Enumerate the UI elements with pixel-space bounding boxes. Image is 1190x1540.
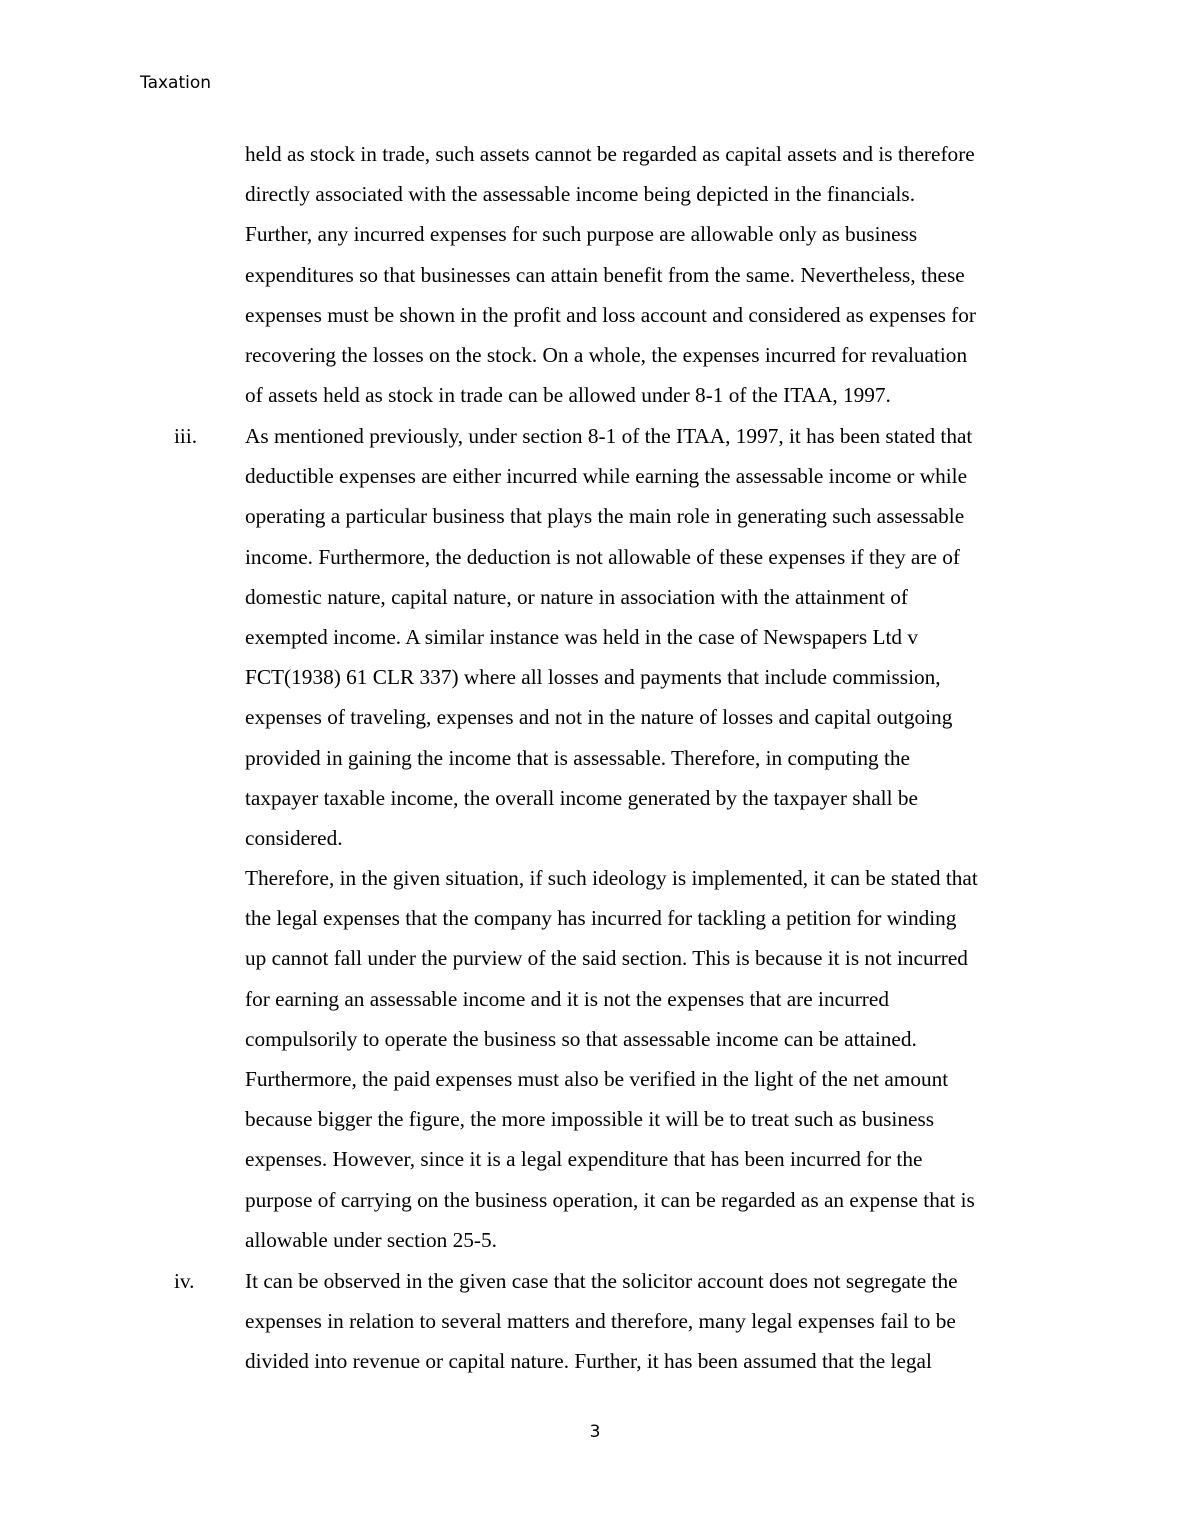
list-item-iii (245, 416, 1065, 858)
paragraph-therefore (245, 858, 1065, 1260)
list-marker-iv: iv. (174, 1269, 195, 1293)
text-line: FCT(1938) 61 CLR 337) where all losses and payments that include commission, (245, 665, 941, 690)
text-line: Furthermore, the paid expenses must also be verified in the light of the net amount (245, 1067, 949, 1092)
text-line: expenses in relation to several matters and therefore, many legal expenses fail to be (245, 1309, 956, 1334)
text-line: expenses must be shown in the profit and loss account and considered as expenses for (245, 302, 977, 327)
text-line: recovering the losses on the stock. On a whole, the expenses incurred for revaluation (245, 343, 968, 368)
text-line: exempted income. A similar instance was held in the case of Newspapers Ltd v (245, 625, 919, 650)
text-line: It can be observed in the given case that the solicitor account does not segregate the (245, 1269, 958, 1293)
text-line: of assets held as stock in trade can be allowed under 8-1 of the ITAA, 1997. (245, 383, 891, 408)
text-line: income. Furthermore, the deduction is not allowable of these expenses if they are of (245, 544, 960, 569)
text-line: up cannot fall under the purview of the said section. This is because it is not incurred (245, 946, 968, 971)
text-line: for earning an assessable income and it is not the expenses that are incurred (245, 986, 890, 1011)
list-marker-iii: iii. (174, 424, 198, 448)
text-line: directly associated with the assessable income being depicted in the financials. (245, 182, 916, 207)
text-line: purpose of carrying on the business operation, it can be regarded as an expense that is (245, 1187, 975, 1212)
text-line: compulsorily to operate the business so that assessable income can be attained. (245, 1026, 917, 1051)
page-header-title: Taxation (140, 73, 212, 93)
text-line: expenses of traveling, expenses and not in the nature of losses and capital outgoing (245, 705, 953, 730)
text-line: expenditures so that businesses can attain benefit from the same. Nevertheless, these (245, 262, 965, 287)
text-line: As mentioned previously, under section 8-1 of the ITAA, 1997, it has been stated that (245, 424, 973, 448)
text-line: deductible expenses are either incurred while earning the assessable income or while (245, 464, 968, 489)
text-line: operating a particular business that plays the main role in generating such assessable (245, 504, 965, 529)
paragraph-continuation (245, 134, 1065, 415)
text-line: divided into revenue or capital nature. Further, it has been assumed that the legal (245, 1349, 932, 1374)
text-line: allowable under section 25-5. (245, 1227, 497, 1252)
page-number: 3 (589, 1422, 601, 1442)
text-line: domestic nature, capital nature, or nature in association with the attainment of (245, 584, 908, 609)
text-line: Therefore, in the given situation, if such ideology is implemented, it can be stated that (245, 866, 978, 890)
text-line: provided in gaining the income that is assessable. Therefore, in computing the (245, 745, 910, 770)
list-item-iv (245, 1261, 1065, 1382)
text-line: held as stock in trade, such assets cannot be regarded as capital assets and is therefore (245, 142, 975, 166)
text-line: Further, any incurred expenses for such purpose are allowable only as business (245, 222, 918, 247)
text-line: because bigger the figure, the more impossible it will be to treat such as business (245, 1107, 935, 1132)
text-line: the legal expenses that the company has incurred for tackling a petition for winding (245, 906, 957, 931)
text-line: taxpayer taxable income, the overall income generated by the taxpayer shall be (245, 785, 918, 810)
text-line: considered. (245, 826, 343, 851)
text-line: expenses. However, since it is a legal expenditure that has been incurred for the (245, 1147, 923, 1172)
